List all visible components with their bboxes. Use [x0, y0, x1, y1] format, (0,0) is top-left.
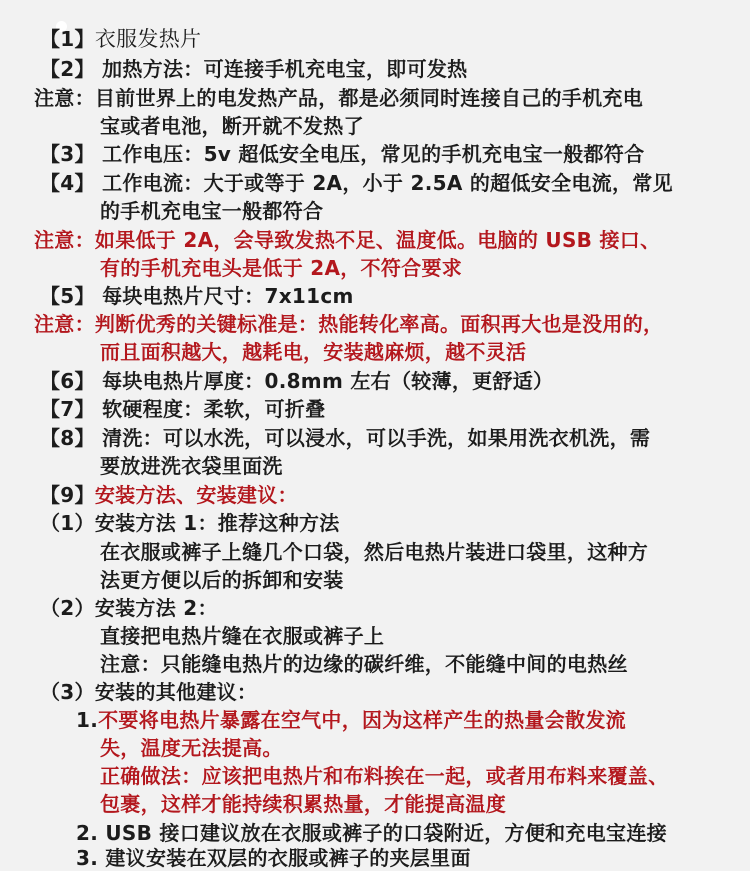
item-9-heading: 安装方法、安装建议：: [94, 483, 298, 507]
item-8-line-1: 【8】 清洗：可以水洗，可以浸水，可以手洗，如果用洗衣机洗，需: [40, 426, 651, 450]
item-1-number: 【1】: [40, 27, 95, 51]
item-2-line: 【2】 加热方法：可连接手机充电宝，即可发热: [40, 57, 468, 81]
item-7-line: 【7】 软硬程度：柔软，可折叠: [40, 397, 326, 421]
item-1: [40, 26, 201, 52]
note-2-line-1: 注意：如果低于 2A，会导致发热不足、温度低。电脑的 USB 接口、: [34, 228, 661, 252]
item-9-number: 【9】: [40, 483, 95, 507]
other-advice-heading: （3）安装的其他建议：: [40, 680, 258, 704]
item-9-line: [40, 482, 298, 508]
advice-1-number: 1.: [76, 708, 99, 732]
note-3-line-2: 而且面积越大，越耗电，安装越麻烦，越不灵活: [100, 340, 527, 364]
item-8-line-2: 要放进洗衣袋里面洗: [100, 454, 283, 478]
advice-3-line: 3. 建议安装在双层的衣服或裤子的夹层里面: [76, 846, 471, 870]
advice-1-line-2: 失，温度无法提高。: [100, 736, 283, 760]
method-1-heading: （1）安装方法 1：推荐这种方法: [40, 511, 340, 535]
note-1-line-1: 注意：目前世界上的电发热产品，都是必须同时连接自己的手机充电: [34, 86, 643, 110]
method-2-line-1: 直接把电热片缝在衣服或裤子上: [100, 624, 385, 648]
note-3-line-1: 注意：判断优秀的关键标准是：热能转化率高。面积再大也是没用的，: [34, 312, 664, 336]
advice-1-line-1: [76, 707, 626, 733]
note-1-line-2: 宝或者电池，断开就不发热了: [100, 114, 364, 138]
item-4-line-2: 的手机充电宝一般都符合: [100, 199, 324, 223]
method-1-line-1: 在衣服或裤子上缝几个口袋，然后电热片装进口袋里，这种方: [100, 540, 649, 564]
item-5-line: 【5】 每块电热片尺寸：7x11cm: [40, 284, 354, 308]
method-1-line-2: 法更方便以后的拆卸和安装: [100, 568, 344, 592]
method-2-heading: （2）安装方法 2：: [40, 596, 218, 620]
item-4-line-1: 【4】 工作电流：大于或等于 2A，小于 2.5A 的超低安全电流，常见: [40, 171, 673, 195]
method-2-note: 注意：只能缝电热片的边缘的碳纤维，不能缝中间的电热丝: [100, 652, 628, 676]
advice-2-line: 2. USB 接口建议放在衣服或裤子的口袋附近，方便和充电宝连接: [76, 821, 667, 845]
note-2-line-2: 有的手机充电头是低于 2A，不符合要求: [100, 256, 463, 280]
advice-1-text: 不要将电热片暴露在空气中，因为这样产生的热量会散发流: [98, 708, 626, 732]
item-3-line: 【3】 工作电压：5v 超低安全电压，常见的手机充电宝一般都符合: [40, 142, 645, 166]
item-1-title: 衣服发热片: [94, 27, 202, 51]
advice-1-correct-line-1: 正确做法：应该把电热片和布料挨在一起，或者用布料来覆盖、: [100, 764, 669, 788]
advice-1-correct-line-2: 包裹，这样才能持续积累热量，才能提高温度: [100, 792, 506, 816]
item-6-line: 【6】 每块电热片厚度：0.8mm 左右（较薄，更舒适）: [40, 369, 554, 393]
